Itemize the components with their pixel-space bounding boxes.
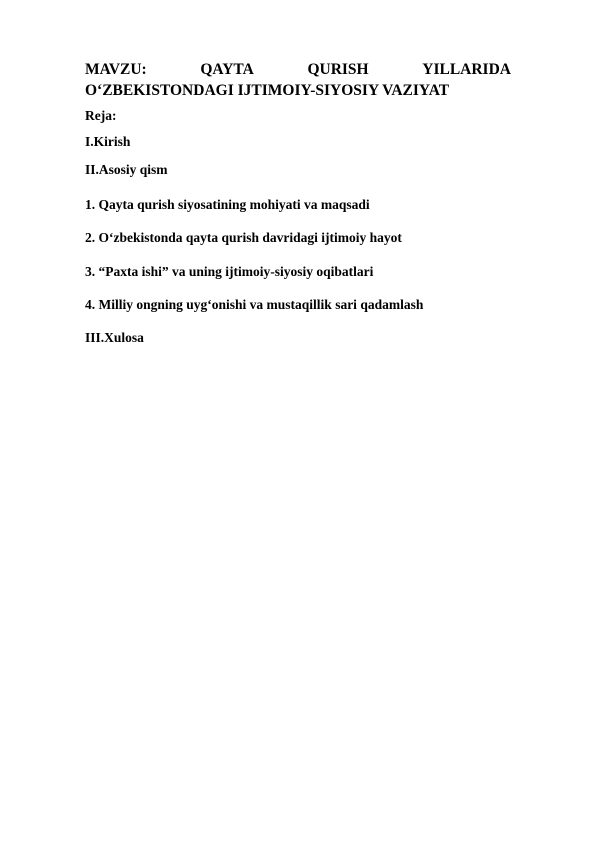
plan-item-4: 4. Milliy ongning uyg‘onishi va mustaqillik sari qadamlash <box>85 297 424 312</box>
title-word-qurish: QURISH <box>307 61 369 78</box>
plan-heading: Reja: <box>85 108 117 123</box>
title-line-1 <box>85 59 511 80</box>
section-main-part: II.Asosiy qism <box>85 162 168 177</box>
plan-item-3: 3. “Paxta ishi” va uning ijtimoiy-siyosiy oqibatlari <box>85 264 374 279</box>
title-word-yillarida: YILLARIDA <box>422 61 511 78</box>
title-word-mavzu: MAVZU: <box>85 61 147 78</box>
title-line-2: O‘ZBEKISTONDAGI IJTIMOIY-SIYOSIY VAZIYAT <box>85 82 450 99</box>
section-conclusion: III.Xulosa <box>85 330 144 345</box>
title-word-qayta: QAYTA <box>200 61 254 78</box>
plan-item-1: 1. Qayta qurish siyosatining mohiyati va maqsadi <box>85 197 370 212</box>
section-introduction: I.Kirish <box>85 134 131 149</box>
plan-item-2: 2. O‘zbekistonda qayta qurish davridagi ijtimoiy hayot <box>85 230 402 245</box>
document-title <box>85 59 511 101</box>
